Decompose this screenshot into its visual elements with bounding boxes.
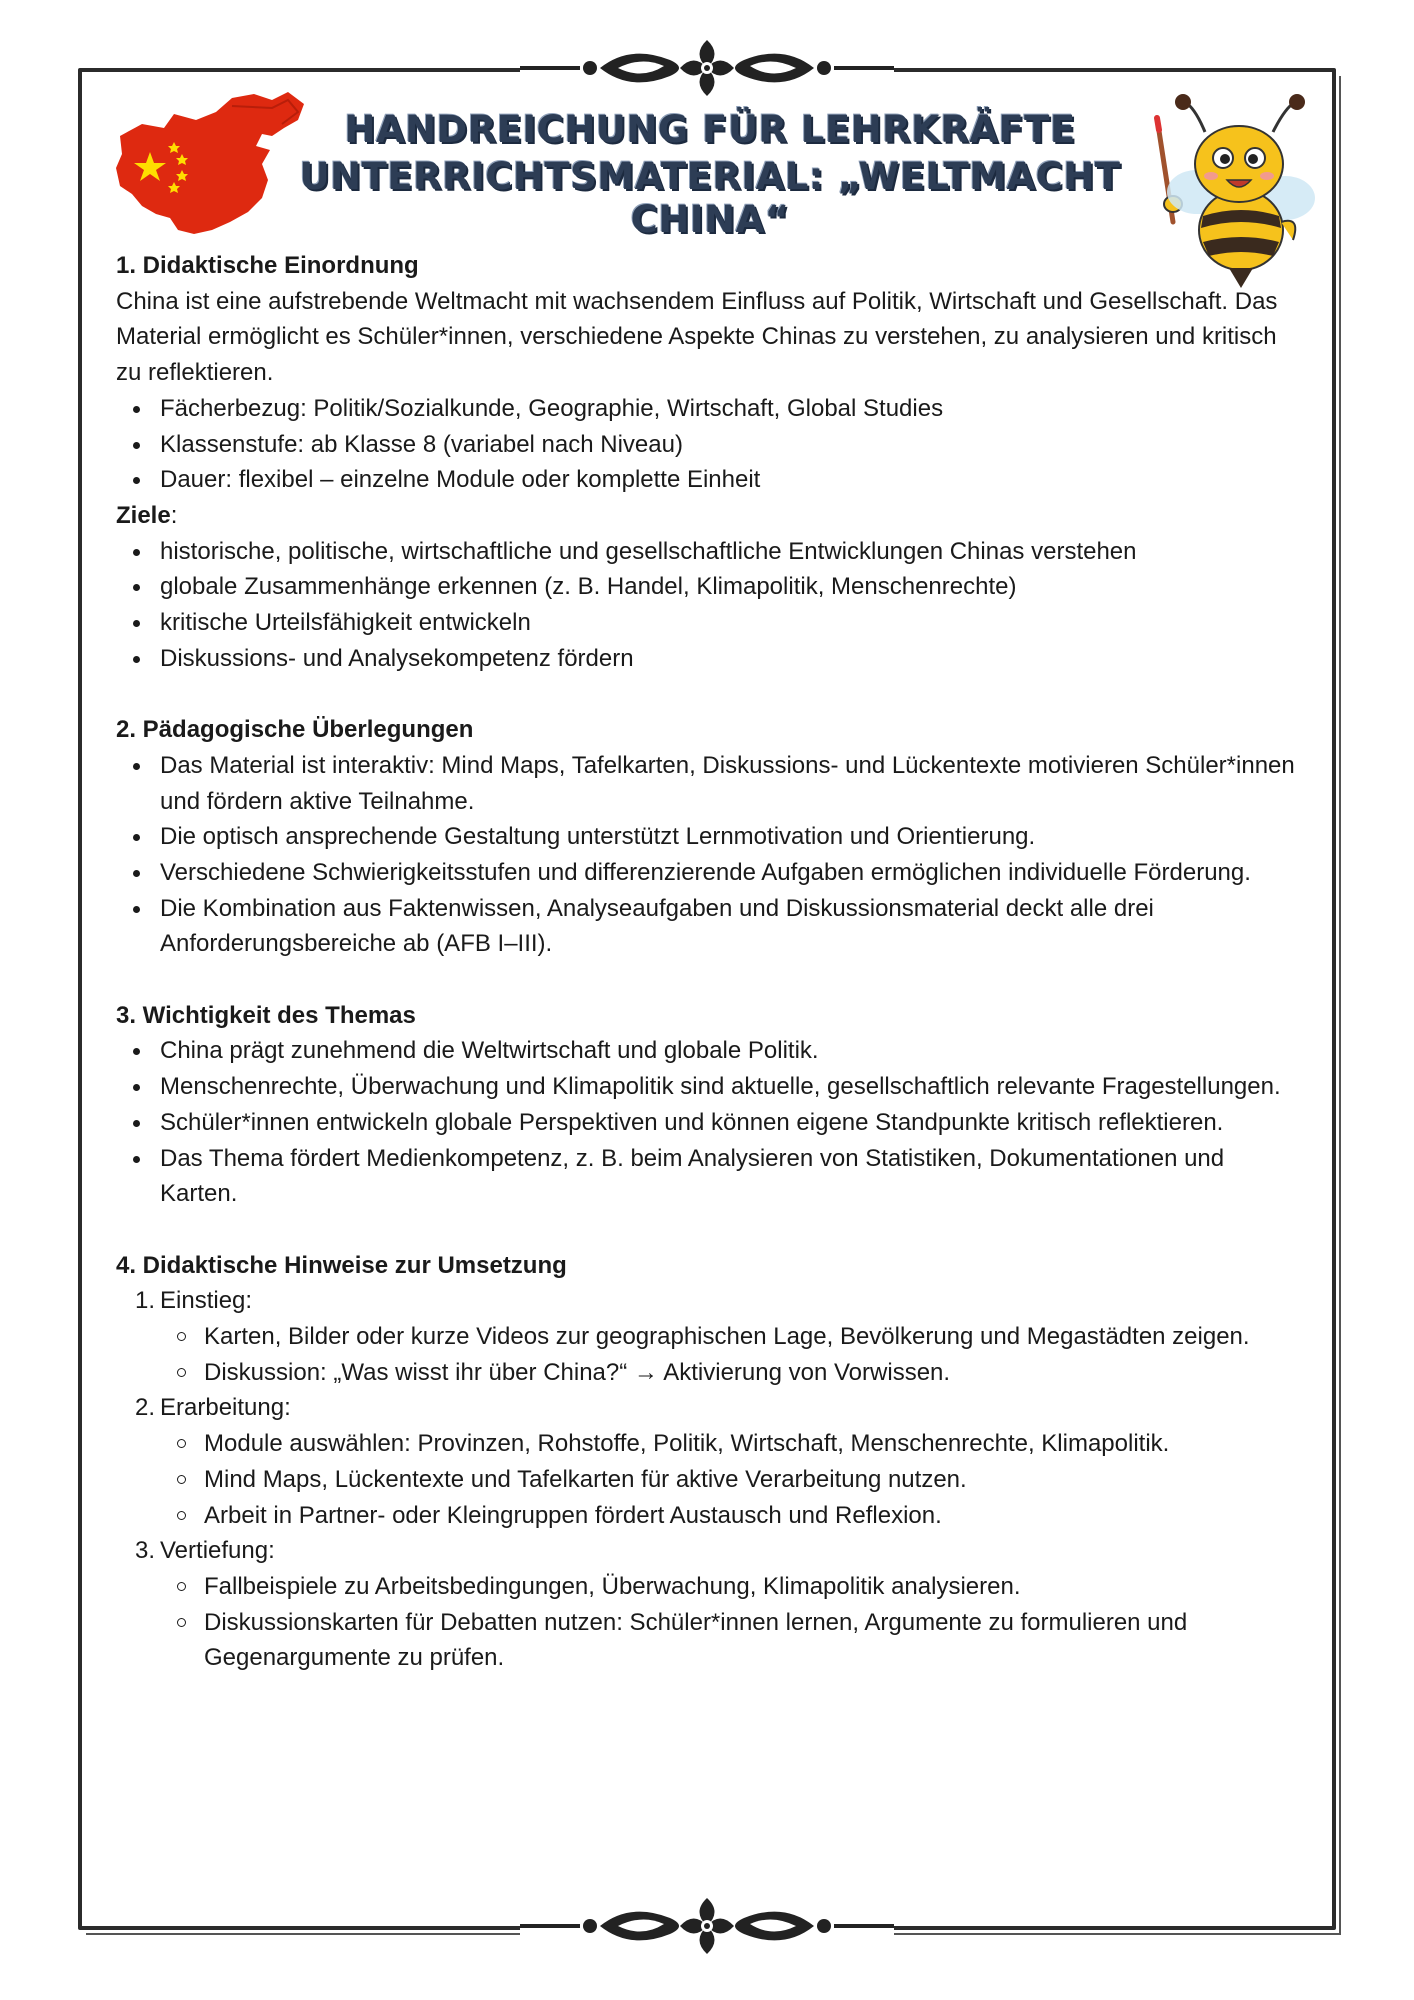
flourish-ornament-icon [520, 38, 894, 98]
list-item: Fächerbezug: Politik/Sozialkunde, Geographie, Wirtschaft, Global Studies [116, 391, 1296, 427]
section-spacer [116, 962, 1296, 998]
step-number: 2. [135, 1394, 156, 1422]
sub-list-item: Module auswählen: Provinzen, Rohstoffe, Politik, Wirtschaft, Menschenrechte, Klimapolitik. [160, 1426, 1296, 1462]
sub-list [160, 1319, 1296, 1390]
china-flag-map-icon [112, 90, 308, 238]
section-heading: 4. Didaktische Hinweise zur Umsetzung [116, 1251, 567, 1279]
list-item: historische, politische, wirtschaftliche und gesellschaftliche Entwicklungen Chinas verstehen [116, 534, 1296, 570]
section-heading: 1. Didaktische Einordnung [116, 252, 419, 279]
step-number: 3. [135, 1537, 156, 1565]
page-subtitle: UNTERRICHTSMATERIAL: „WELTMACHT CHINA“ [299, 155, 1121, 241]
list-item: Menschenrechte, Überwachung und Klimapolitik sind aktuelle, gesellschaftlich relevante Fragestellungen. [116, 1069, 1296, 1105]
section-heading: 3. Wichtigkeit des Themas [116, 1001, 416, 1029]
goals-colon: : [170, 501, 178, 529]
sub-list-item: Diskussionskarten für Debatten nutzen: Schüler*innen lernen, Argumente zu formulieren und Gegenargumente zu prüfen. [160, 1605, 1296, 1676]
step-number: 1. [135, 1287, 156, 1315]
list-item: Das Thema fördert Medienkompetenz, z. B. beim Analysieren von Statistiken, Dokumentationen und Karten. [116, 1141, 1296, 1212]
handout-content [116, 248, 1296, 1676]
list-item: Klassenstufe: ab Klasse 8 (variabel nach Niveau) [116, 427, 1296, 463]
sub-list-item: Mind Maps, Lückentexte und Tafelkarten für aktive Verarbeitung nutzen. [160, 1462, 1296, 1498]
flourish-ornament-icon [520, 1896, 894, 1956]
step-label: Einstieg: [160, 1287, 253, 1315]
list-item: Schüler*innen entwickeln globale Perspektiven und können eigene Standpunkte kritisch reflektieren. [116, 1105, 1296, 1141]
list-item: Dauer: flexibel – einzelne Module oder komplette Einheit [116, 462, 1296, 498]
section-heading: 2. Pädagogische Überlegungen [116, 716, 474, 744]
step-item [116, 1390, 1296, 1533]
step-label: Erarbeitung: [160, 1394, 291, 1422]
section-intro: China ist eine aufstrebende Weltmacht mit wachsendem Einfluss auf Politik, Wirtschaft und Gesellschaft. Das Material ermöglicht es Schüler*innen, verschiedene Aspekte Chinas zu verstehen, zu analysieren und kritisch zu reflektieren. [116, 287, 1278, 387]
list-item: Die Kombination aus Faktenwissen, Analyseaufgaben und Diskussionsmaterial deckt alle drei Anforderungsbereiche ab (AFB I–III). [116, 891, 1296, 962]
goals-list [116, 534, 1296, 677]
list-item: Die optisch ansprechende Gestaltung unterstützt Lernmotivation und Orientierung. [116, 819, 1296, 855]
page-title: HANDREICHUNG FÜR LEHRKRÄFTE [344, 108, 1076, 151]
goals-label [116, 498, 1296, 534]
step-label: Vertiefung: [160, 1537, 275, 1565]
list-item: kritische Urteilsfähigkeit entwickeln [116, 605, 1296, 641]
sub-list [160, 1426, 1296, 1533]
goals-label-text: Ziele [116, 501, 171, 529]
step-item [116, 1533, 1296, 1676]
list-item: globale Zusammenhänge erkennen (z. B. Handel, Klimapolitik, Menschenrechte) [116, 569, 1296, 605]
sub-list-item: Fallbeispiele zu Arbeitsbedingungen, Überwachung, Klimapolitik analysieren. [160, 1569, 1296, 1605]
list-item: Diskussions- und Analysekompetenz fördern [116, 641, 1296, 677]
sub-list-item: Arbeit in Partner- oder Kleingruppen fördert Austausch und Reflexion. [160, 1498, 1296, 1534]
sub-list [160, 1569, 1296, 1676]
section-spacer [116, 676, 1296, 712]
bullet-list [116, 748, 1296, 962]
list-item: China prägt zunehmend die Weltwirtschaft und globale Politik. [116, 1033, 1296, 1069]
section-spacer [116, 1212, 1296, 1248]
sub-list-item: Karten, Bilder oder kurze Videos zur geographischen Lage, Bevölkerung und Megastädten zeigen. [160, 1319, 1296, 1355]
step-item [116, 1283, 1296, 1390]
list-item: Verschiedene Schwierigkeitsstufen und differenzierende Aufgaben ermöglichen individuelle Förderung. [116, 855, 1296, 891]
list-item: Das Material ist interaktiv: Mind Maps, Tafelkarten, Diskussions- und Lückentexte motivieren Schüler*innen und fördern aktive Teilnahme. [116, 748, 1296, 819]
bullet-list [116, 1033, 1296, 1212]
step-list [116, 1283, 1296, 1676]
bullet-list [116, 391, 1296, 498]
sub-list-item: Diskussion: „Was wisst ihr über China?“ → Aktivierung von Vorwissen. [160, 1355, 1296, 1391]
